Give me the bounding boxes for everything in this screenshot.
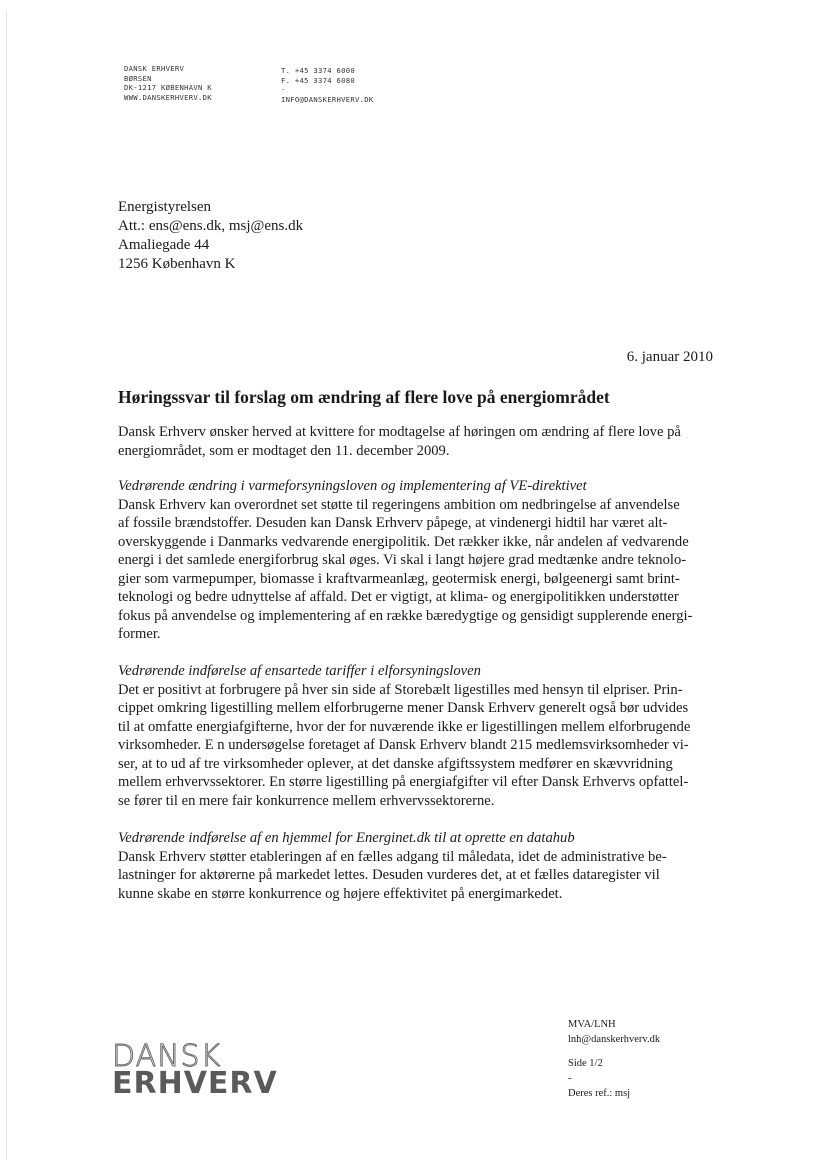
- page-edge-line: [6, 10, 7, 1160]
- section-heading: Vedrørende indførelse af en hjemmel for Energinet.dk til at oprette en datahub: [118, 830, 575, 846]
- intro-paragraph: [118, 423, 714, 460]
- body-line: virksomheder. E n undersøgelse foretaget af Dansk Erhverv blandt 215 medlemsvirksomheder vi-: [118, 737, 689, 753]
- body-line: energiområdet, som er modtaget den 11. december 2009.: [118, 442, 450, 459]
- body-line: Det er positivt at forbrugere på hver sin side af Storebælt ligestilles med hensyn til elpriser. Prin-: [118, 681, 683, 698]
- logo-line-1: DANSK: [112, 1039, 222, 1074]
- recipient-line: 1256 København K: [118, 256, 236, 272]
- letterhead-address: [124, 64, 212, 102]
- letterhead-line: BØRSEN: [124, 73, 152, 83]
- body-line: cippet omkring ligestilling mellem elforbrugerne mener Dansk Erhverv generelt også bør udvides: [118, 700, 689, 716]
- body-line: overskyggende i Danmarks vedvarende energipolitik. Det rækker ikke, når andelen af vedvarende: [118, 533, 689, 550]
- letter-date: 6. januar 2010: [626, 349, 713, 365]
- footer-details: [568, 1017, 660, 1101]
- letterhead-line: WWW.DANSKERHVERV.DK: [124, 92, 212, 102]
- body-line: ser, at to ud af tre virksomheder oplever, at det danske afgiftssystem medfører en skævvridning: [118, 755, 673, 772]
- footer-ref: Deres ref.: msj: [568, 1088, 631, 1099]
- letterhead-dash: -: [281, 85, 286, 95]
- footer-dash: -: [568, 1073, 572, 1084]
- letterhead-fax: F. +45 3374 6080: [281, 75, 356, 85]
- body-line: former.: [118, 626, 161, 642]
- logo-line-2: ERHVERV: [112, 1066, 278, 1101]
- recipient-line: Energistyrelsen: [118, 199, 212, 215]
- letterhead-phone: T. +45 3374 6000: [281, 66, 356, 75]
- letterhead-line: DK-1217 KØBENHAVN K: [124, 83, 212, 93]
- body-line: se fører til en mere fair konkurrence mellem erhvervssektorerne.: [118, 792, 495, 809]
- section-heading: Vedrørende indførelse af ensartede tariffer i elforsyningsloven: [118, 663, 481, 679]
- body-line: teknologi og bedre udnyttelse af affald. Det er vigtigt, at klima- og energipolitikken understøtter: [118, 589, 679, 605]
- body-line: Dansk Erhverv støtter etableringen af en fælles adgang til måledata, idet de administrative be-: [118, 848, 667, 865]
- recipient-address: [118, 198, 303, 274]
- section-elforsyning: [118, 662, 714, 810]
- footer-page: Side 1/2: [568, 1058, 603, 1069]
- footer-spacer: [568, 1047, 660, 1056]
- recipient-line: Att.: ens@ens.dk, msj@ens.dk: [118, 218, 304, 234]
- body-line: fokus på anvendelse og implementering af en række bæredygtige og gensidigt supplerende energi-: [118, 607, 693, 624]
- body-line: energi i det samlede energiforbrug skal øges. Vi skal i langt højere grad medtænke andre teknolo-: [118, 552, 687, 568]
- body-line: af fossile brændstoffer. Desuden kan Dansk Erhverv påpege, at vindenergi hidtil har været alt-: [118, 515, 668, 531]
- letterhead-email: INFO@DANSKERHVERV.DK: [281, 94, 374, 104]
- dansk-erhverv-logo: [112, 1039, 278, 1101]
- section-varmeforsyning: [118, 477, 714, 644]
- recipient-line: Amaliegade 44: [118, 237, 210, 253]
- body-line: til at omfatte energiafgifterne, hvor der for nuværende ikke er ligestillingen mellem elforbrugende: [118, 718, 691, 735]
- letterhead-contact: [281, 66, 374, 104]
- letter-title: Høringssvar til forslag om ændring af flere love på energiområdet: [118, 387, 610, 407]
- body-line: Dansk Erhverv ønsker herved at kvittere for modtagelse af høringen om ændring af flere love på: [118, 424, 681, 440]
- body-line: kunne skabe en større konkurrence og højere effektivitet på energimarkedet.: [118, 885, 563, 902]
- section-datahub: [118, 829, 714, 903]
- body-line: lastninger for aktørerne på markedet lettes. Desuden vurderes det, at et fælles dataregister vil: [118, 867, 660, 883]
- body-line: gier som varmepumper, biomasse i kraftvarmeanlæg, geotermisk energi, bølgeenergi samt brint-: [118, 570, 680, 587]
- letterhead-line: DANSK ERHVERV: [124, 64, 185, 73]
- body-line: Dansk Erhverv kan overordnet set støtte til regeringens ambition om nedbringelse af anvendelse: [118, 496, 680, 513]
- body-line: mellem erhvervssektorer. En større ligestilling på energiafgifter vil efter Dansk Erhvervs opfattel-: [118, 774, 689, 790]
- footer-initials: MVA/LNH: [568, 1019, 616, 1030]
- footer-email: lnh@danskerhverv.dk: [568, 1034, 661, 1045]
- section-heading: Vedrørende ændring i varmeforsyningsloven og implementering af VE-direktivet: [118, 478, 587, 494]
